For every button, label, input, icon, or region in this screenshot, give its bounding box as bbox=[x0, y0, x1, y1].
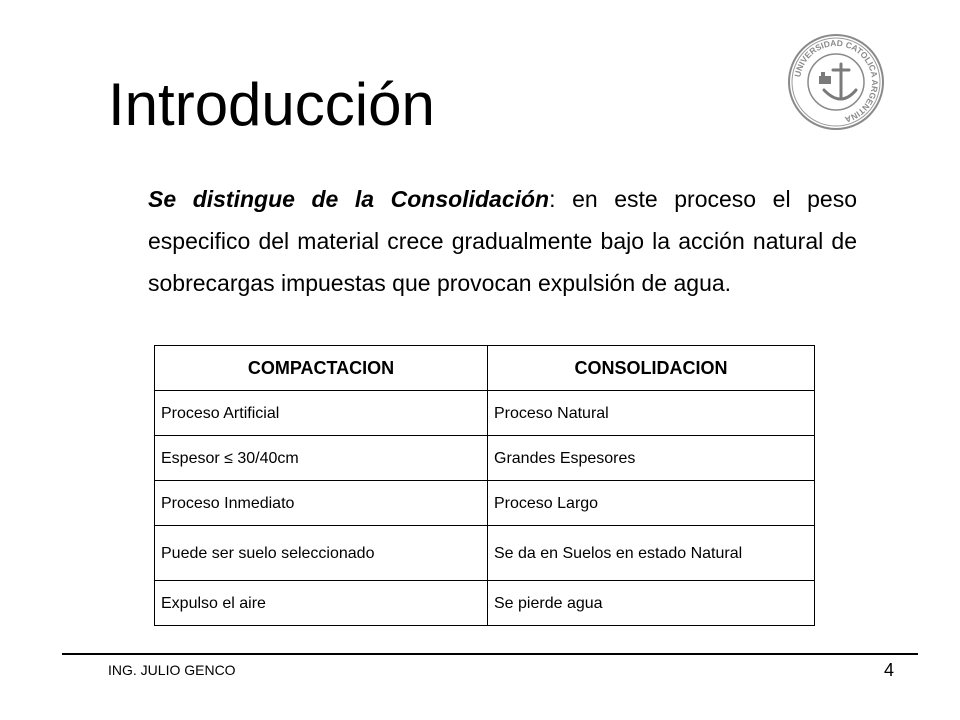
slide-title: Introducción bbox=[108, 71, 435, 138]
table-cell: Se pierde agua bbox=[488, 581, 815, 626]
paragraph-tail: expulsión de agua. bbox=[537, 270, 732, 296]
table-row bbox=[155, 436, 815, 481]
svg-text:UNIVERSIDAD CATOLICA ARGENTINA bbox=[792, 38, 880, 125]
university-seal-icon bbox=[786, 32, 886, 132]
paragraph-lead: Se distingue de la Consolidación bbox=[148, 186, 550, 212]
table-header-row bbox=[155, 346, 815, 391]
footer-divider bbox=[62, 653, 918, 655]
header-consolidacion: CONSOLIDACION bbox=[488, 346, 815, 391]
table-row bbox=[155, 481, 815, 526]
table-cell: Puede ser suelo seleccionado bbox=[155, 526, 488, 581]
table-row bbox=[155, 526, 815, 581]
page-number: 4 bbox=[884, 660, 895, 680]
seal-ring-text: UNIVERSIDAD CATOLICA ARGENTINA bbox=[792, 37, 881, 125]
table-cell: Proceso Artificial bbox=[155, 391, 488, 436]
footer-author: ING. JULIO GENCO bbox=[108, 662, 236, 678]
table-cell: Grandes Espesores bbox=[488, 436, 815, 481]
paragraph-body: : en este proceso el peso especifico del material crece gradualmente bajo la acción natural de sobrecargas impuestas que provocan bbox=[148, 186, 858, 296]
table-cell: Proceso Largo bbox=[488, 481, 815, 526]
table-cell: Proceso Inmediato bbox=[155, 481, 488, 526]
table-cell: Espesor ≤ 30/40cm bbox=[155, 436, 488, 481]
header-compactacion: COMPACTACION bbox=[155, 346, 488, 391]
table-row bbox=[155, 581, 815, 626]
intro-paragraph bbox=[148, 178, 857, 304]
table-cell: Proceso Natural bbox=[488, 391, 815, 436]
table-cell: Expulso el aire bbox=[155, 581, 488, 626]
table-row bbox=[155, 391, 815, 436]
table-cell: Se da en Suelos en estado Natural bbox=[488, 526, 815, 581]
comparison-table bbox=[154, 345, 815, 626]
